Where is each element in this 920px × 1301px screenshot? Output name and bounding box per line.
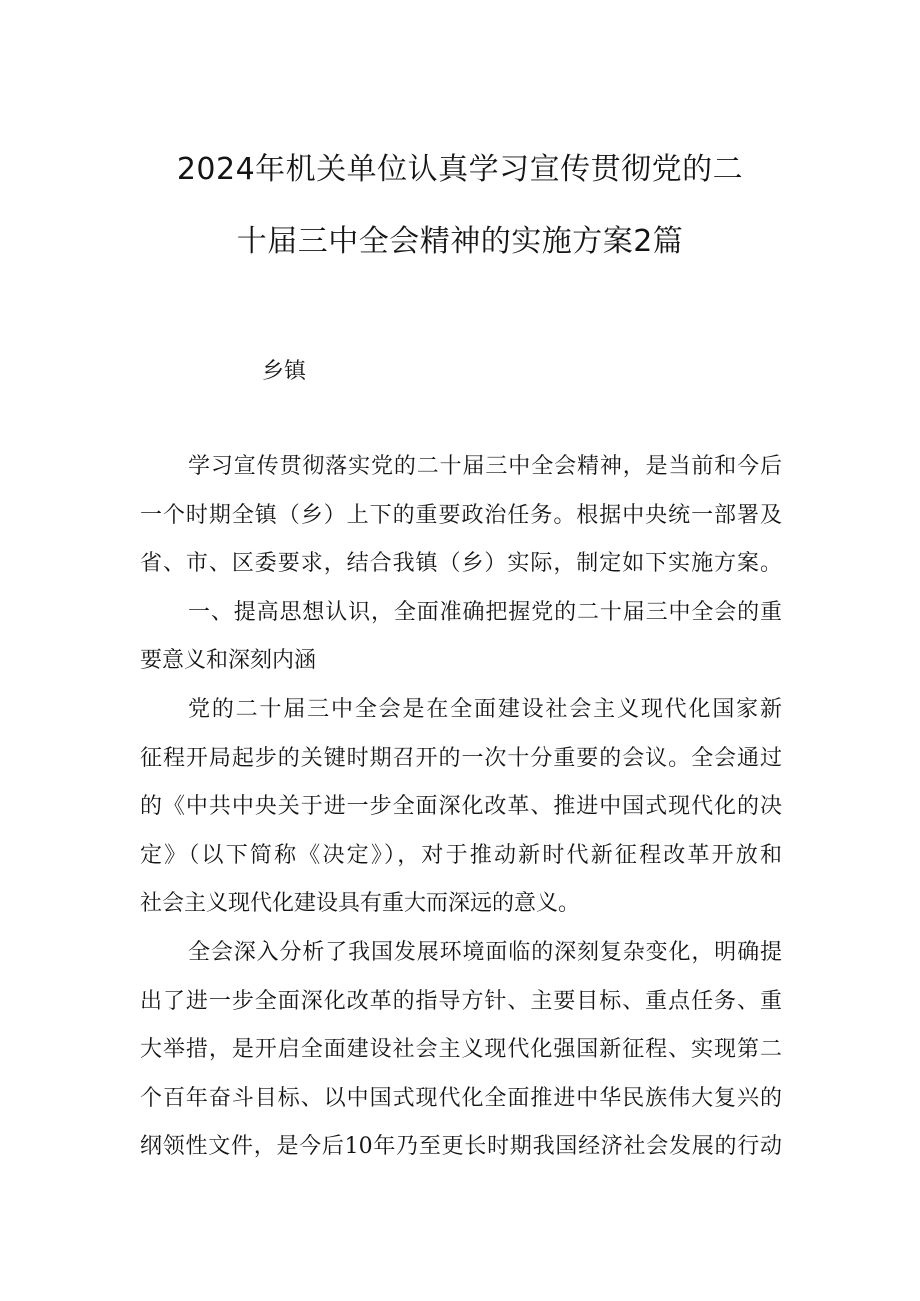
- text-line: 全会深入分析了我国发展环境面临的深刻复杂变化，明确提: [188, 939, 782, 965]
- text-line: 党的二十届三中全会是在全面建设社会主义现代化国家新: [188, 696, 782, 722]
- text-line: 社会主义现代化建设具有重大而深远的意义。: [140, 891, 581, 917]
- text-line: 一个时期全镇（乡）上下的重要政治任务。根据中央统一部署及: [140, 502, 782, 528]
- document-body: [140, 443, 782, 1172]
- text-line: 纲领性文件，是今后10年乃至更长时期我国经济社会发展的行动: [140, 1134, 782, 1160]
- title-line: 2024年机关单位认真学习宣传贯彻党的二: [176, 152, 744, 187]
- text-line: 出了进一步全面深化改革的指导方针、主要目标、重点任务、重: [140, 988, 782, 1014]
- text-line: 征程开局起步的关键时期召开的一次十分重要的会议。全会通过: [140, 745, 782, 771]
- text-line: 一、提高思想认识，全面准确把握党的二十届三中全会的重: [188, 599, 782, 625]
- text-line: 定》（以下简称《决定》），对于推动新时代新征程改革开放和: [140, 842, 782, 868]
- paragraph-intro: [140, 443, 782, 589]
- text-line: 个百年奋斗目标、以中国式现代化全面推进中华民族伟大复兴的: [140, 1085, 782, 1111]
- document-title: [100, 134, 820, 278]
- text-line: 要意义和深刻内涵: [140, 648, 317, 674]
- text-line: 大举措，是开启全面建设社会主义现代化强国新征程、实现第二: [140, 1037, 782, 1063]
- paragraph-plenum: [140, 686, 782, 929]
- text-line: 的《中共中央关于进一步全面深化改革、推进中国式现代化的决: [140, 794, 782, 820]
- document-subtitle: 乡镇: [262, 359, 307, 384]
- title-line: 十届三中全会精神的实施方案2篇: [236, 224, 684, 259]
- text-line: 省、市、区委要求，结合我镇（乡）实际，制定如下实施方案。: [140, 551, 782, 577]
- section-heading-1: [140, 589, 782, 686]
- paragraph-analysis: [140, 929, 782, 1172]
- text-line: 学习宣传贯彻落实党的二十届三中全会精神，是当前和今后: [188, 454, 782, 479]
